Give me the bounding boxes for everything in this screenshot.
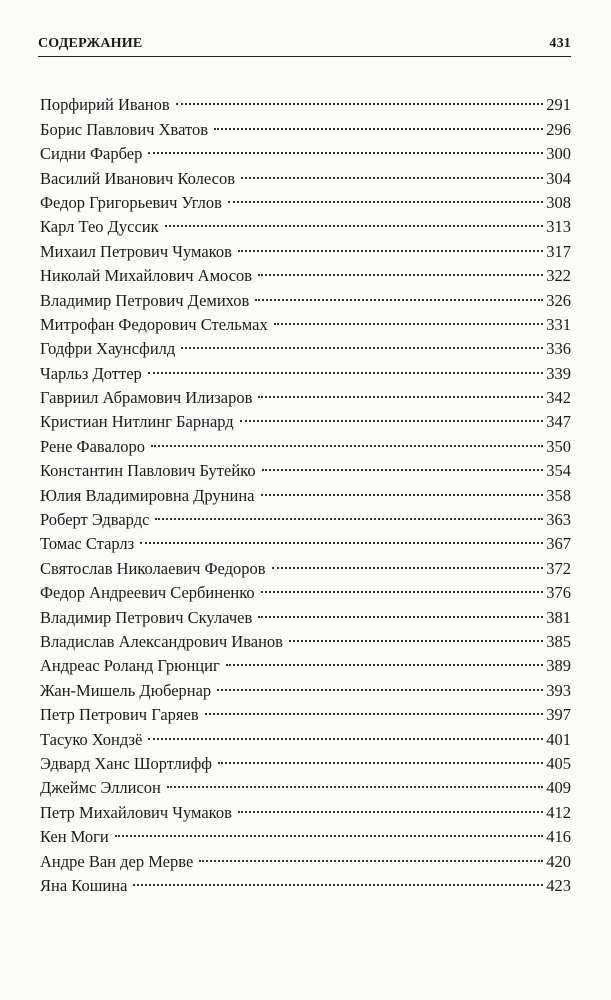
toc-entry-page: 342 <box>546 388 571 408</box>
toc-entry-name: Андре Ван дер Мерве <box>40 851 194 871</box>
toc-entry-page: 397 <box>546 705 571 725</box>
toc-entry-name: Джеймс Эллисон <box>40 778 161 798</box>
toc-dot-leader <box>115 818 544 842</box>
toc-dot-leader <box>274 306 545 330</box>
running-header <box>38 36 571 56</box>
toc-entry-page: 393 <box>546 680 571 700</box>
toc-entry-name: Петр Михайлович Чумаков <box>40 802 232 822</box>
toc-entry-name: Жан-Мишель Дюбернар <box>40 680 212 700</box>
toc-dot-leader <box>261 476 545 500</box>
toc-entry-name: Рене Фавалоро <box>40 436 145 456</box>
header-rule <box>38 56 571 57</box>
toc-entry-page: 326 <box>546 290 571 310</box>
toc-dot-leader <box>133 867 544 891</box>
toc-entry <box>40 842 571 871</box>
table-of-contents <box>40 86 571 895</box>
toc-entry-page: 336 <box>546 339 571 359</box>
toc-dot-leader <box>199 842 544 866</box>
toc-dot-leader <box>226 647 545 671</box>
toc-entry-page: 300 <box>546 144 571 164</box>
toc-dot-leader <box>238 793 544 817</box>
toc-entry-name: Тасуко Хондзё <box>40 729 143 749</box>
toc-entry-name: Томас Старлз <box>40 534 135 554</box>
toc-entry-page: 291 <box>546 95 571 115</box>
toc-dot-leader <box>181 330 544 354</box>
toc-dot-leader <box>218 745 544 769</box>
toc-entry-page: 389 <box>546 656 571 676</box>
toc-entry-name: Роберт Эдвардс <box>40 510 150 530</box>
toc-dot-leader <box>255 281 544 305</box>
toc-dot-leader <box>205 696 545 720</box>
toc-entry-page: 405 <box>546 753 571 773</box>
toc-dot-leader <box>148 720 544 744</box>
toc-entry-page: 339 <box>546 363 571 383</box>
toc-entry-name: Чарльз Доттер <box>40 363 142 383</box>
toc-entry-page: 376 <box>546 583 571 603</box>
toc-dot-leader <box>148 354 544 378</box>
toc-dot-leader <box>240 403 545 427</box>
toc-entry-page: 331 <box>546 314 571 334</box>
toc-entry-name: Порфирий Иванов <box>40 95 170 115</box>
toc-dot-leader <box>151 427 544 451</box>
toc-entry-page: 317 <box>546 241 571 261</box>
toc-entry <box>40 86 571 115</box>
toc-entry-page: 372 <box>546 558 571 578</box>
toc-entry-page: 416 <box>546 827 571 847</box>
toc-dot-leader <box>261 574 545 598</box>
toc-entry-name: Владислав Александрович Иванов <box>40 631 283 651</box>
toc-dot-leader <box>176 86 545 110</box>
toc-dot-leader <box>217 671 544 695</box>
toc-entry-page: 296 <box>546 119 571 139</box>
toc-dot-leader <box>228 184 544 208</box>
toc-entry-name: Гавриил Абрамович Илизаров <box>40 388 253 408</box>
toc-entry-name: Петр Петрович Гаряев <box>40 705 199 725</box>
toc-entry-name: Эдвард Ханс Шортлифф <box>40 753 212 773</box>
toc-entry-page: 304 <box>546 168 571 188</box>
toc-entry-page: 423 <box>546 875 571 895</box>
toc-entry-page: 313 <box>546 217 571 237</box>
toc-entry-name: Федор Андреевич Сербиненко <box>40 583 255 603</box>
toc-entry-name: Василий Иванович Колесов <box>40 168 235 188</box>
toc-dot-leader <box>262 452 545 476</box>
toc-dot-leader <box>289 623 544 647</box>
toc-dot-leader <box>272 549 545 573</box>
toc-entry-page: 409 <box>546 778 571 798</box>
toc-entry-name: Сидни Фарбер <box>40 144 143 164</box>
toc-entry-name: Кен Моги <box>40 827 109 847</box>
toc-entry-page: 347 <box>546 412 571 432</box>
toc-entry-page: 358 <box>546 485 571 505</box>
toc-entry-page: 367 <box>546 534 571 554</box>
toc-dot-leader <box>241 159 544 183</box>
toc-entry-name: Борис Павлович Хватов <box>40 119 209 139</box>
toc-dot-leader <box>155 501 544 525</box>
section-title: СОДЕРЖАНИЕ <box>38 36 143 51</box>
toc-entry <box>40 818 571 847</box>
toc-entry-page: 322 <box>546 266 571 286</box>
toc-entry-name: Николай Михайлович Амосов <box>40 266 253 286</box>
toc-entry-page: 381 <box>546 607 571 627</box>
toc-entry-page: 354 <box>546 461 571 481</box>
toc-entry-name: Константин Павлович Бутейко <box>40 461 256 481</box>
toc-entry-name: Федор Григорьевич Углов <box>40 192 222 212</box>
toc-entry-name: Юлия Владимировна Друнина <box>40 485 255 505</box>
toc-entry-name: Митрофан Федорович Стельмах <box>40 314 268 334</box>
toc-dot-leader <box>165 208 545 232</box>
toc-entry-name: Святослав Николаевич Федоров <box>40 558 266 578</box>
toc-entry-page: 420 <box>546 851 571 871</box>
toc-dot-leader <box>148 135 544 159</box>
toc-entry-name: Годфри Хаунсфилд <box>40 339 176 359</box>
toc-dot-leader <box>238 232 544 256</box>
toc-entry-name: Яна Кошина <box>40 875 128 895</box>
toc-dot-leader <box>140 525 544 549</box>
toc-entry-page: 363 <box>546 510 571 530</box>
toc-entry-page: 350 <box>546 436 571 456</box>
toc-dot-leader <box>258 257 544 281</box>
toc-entry-name: Андреас Роланд Грюнциг <box>40 656 220 676</box>
toc-dot-leader <box>167 769 544 793</box>
toc-dot-leader <box>214 110 544 134</box>
toc-entry-name: Михаил Петрович Чумаков <box>40 241 232 261</box>
toc-entry-page: 401 <box>546 729 571 749</box>
toc-entry-page: 385 <box>546 631 571 651</box>
toc-entry-name: Кристиан Нитлинг Барнард <box>40 412 234 432</box>
toc-entry-page: 412 <box>546 802 571 822</box>
toc-entry-name: Владимир Петрович Скулачев <box>40 607 253 627</box>
toc-dot-leader <box>258 598 544 622</box>
toc-entry-name: Карл Тео Дуссик <box>40 217 159 237</box>
toc-entry-name: Владимир Петрович Демихов <box>40 290 250 310</box>
page-number: 431 <box>549 36 571 51</box>
toc-dot-leader <box>258 379 544 403</box>
toc-entry-page: 308 <box>546 192 571 212</box>
